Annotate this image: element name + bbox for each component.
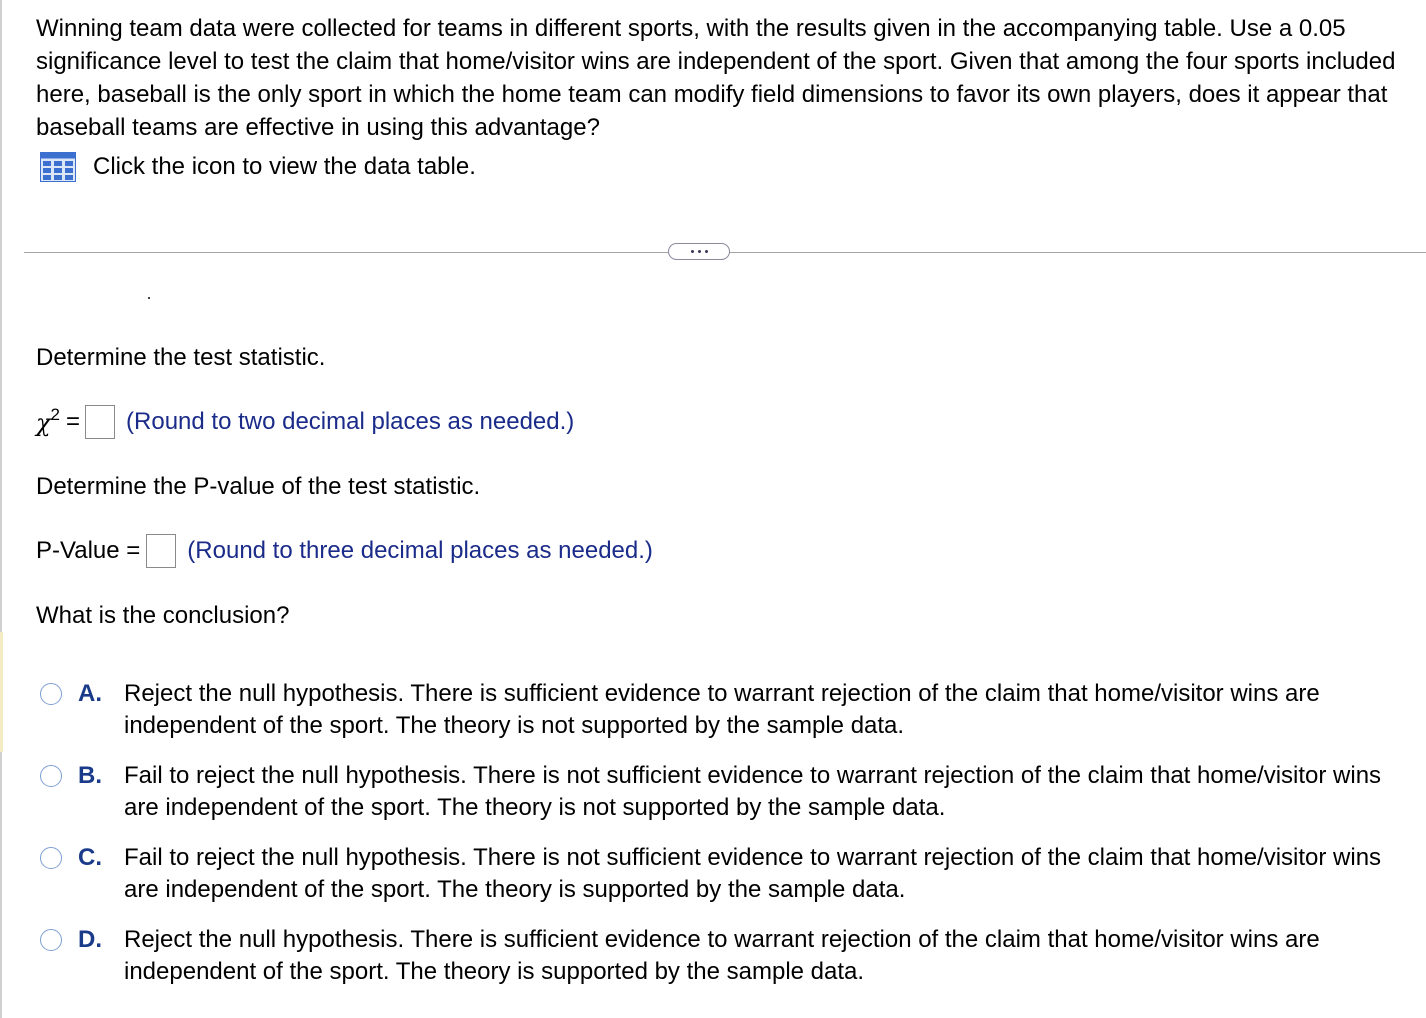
option-c-text: Fail to reject the null hypothesis. There is not sufficient evidence to warrant rejection of the claim that home/visitor wins are independent of the sport. The theory is supported by the sample data. [124, 844, 1382, 903]
data-table-link[interactable] [40, 152, 476, 182]
option-a-radio[interactable] [40, 683, 62, 705]
ellipsis-icon [691, 250, 694, 253]
option-b[interactable] [40, 760, 1410, 824]
option-b-letter: B. [78, 762, 102, 789]
p-value-prompt: Determine the P-value of the test statistic. [36, 473, 481, 500]
p-value-label: P-Value = [36, 537, 141, 564]
equals-sign: = [66, 408, 81, 435]
data-table-link-label[interactable]: Click the icon to view the data table. [93, 153, 476, 180]
conclusion-prompt: What is the conclusion? [36, 602, 290, 629]
option-c-letter: C. [78, 844, 102, 871]
left-border [0, 0, 2, 1018]
stray-dot [148, 297, 150, 299]
option-c[interactable] [40, 842, 1410, 906]
option-d-letter: D. [78, 926, 102, 953]
p-value-row [36, 534, 653, 568]
option-a[interactable] [40, 678, 1410, 742]
option-b-radio[interactable] [40, 765, 62, 787]
test-statistic-prompt: Determine the test statistic. [36, 344, 326, 371]
expand-more-button[interactable] [668, 243, 730, 260]
left-accent-bar [0, 632, 3, 752]
test-statistic-hint: (Round to two decimal places as needed.) [126, 408, 575, 435]
option-d[interactable] [40, 924, 1410, 988]
option-d-text: Reject the null hypothesis. There is sufficient evidence to warrant rejection of the claim that home/visitor wins are independent of the sport. The theory is supported by the sample data. [124, 926, 1320, 985]
p-value-input[interactable] [146, 534, 176, 568]
test-statistic-row [36, 405, 574, 439]
table-grid-icon[interactable] [40, 152, 76, 182]
p-value-hint: (Round to three decimal places as needed.) [187, 537, 653, 564]
option-d-radio[interactable] [40, 929, 62, 951]
option-a-text: Reject the null hypothesis. There is sufficient evidence to warrant rejection of the claim that home/visitor wins are independent of the sport. The theory is not supported by the sample data. [124, 680, 1320, 739]
option-b-text: Fail to reject the null hypothesis. There is not sufficient evidence to warrant rejection of the claim that home/visitor wins are independent of the sport. The theory is not supported by the sample data. [124, 762, 1382, 821]
question-text: Winning team data were collected for teams in different sports, with the results given in the accompanying table. Use a 0.05 significance level to test the claim that home/visitor wins are independent of the sport. Given that among the four sports included here, baseball is the only sport in which the home team can modify field dimensions to favor its own players, does it appear that baseball teams are effective in using this advantage? [36, 15, 1396, 141]
chi-square-symbol: $\chi^2$ [36, 405, 61, 437]
test-statistic-input[interactable] [85, 405, 115, 439]
option-a-letter: A. [78, 680, 102, 707]
option-c-radio[interactable] [40, 847, 62, 869]
